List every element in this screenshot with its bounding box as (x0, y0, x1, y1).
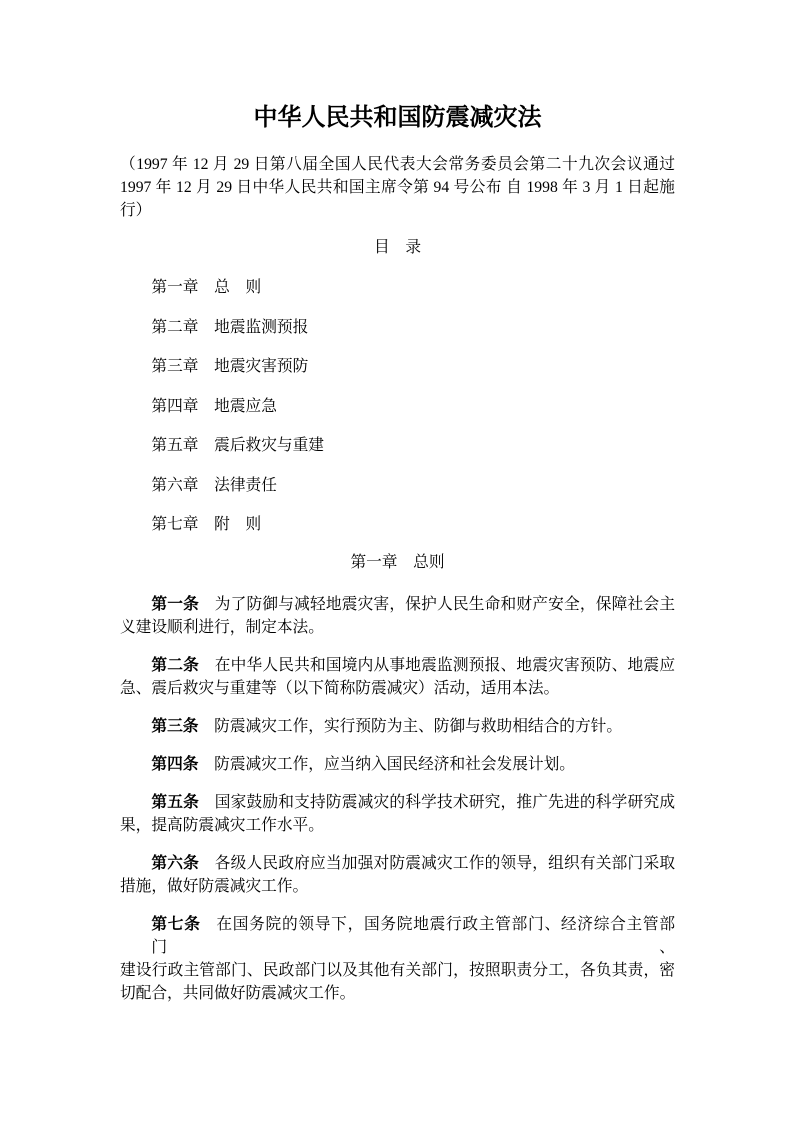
toc-item-2 (120, 316, 675, 339)
toc-item-5 (120, 434, 675, 457)
article-label: 第七条 (151, 916, 201, 933)
toc-chapter-number: 第六章 (151, 476, 199, 494)
article-text: 国家鼓励和支持防震减灾的科学技术研究，推广先进的科学研究成 (214, 794, 676, 811)
toc-chapter-number: 第三章 (151, 358, 199, 375)
toc-chapter-number: 第五章 (151, 437, 199, 454)
table-of-contents (120, 276, 675, 536)
article-label: 第六条 (151, 855, 200, 872)
article-line (120, 593, 675, 616)
toc-chapter-number: 第二章 (151, 318, 199, 336)
toc-chapter-title: 总 则 (214, 279, 262, 296)
article-text: 为了防御与减轻地震灾害，保护人民生命和财产安全，保障社会主 (214, 596, 676, 613)
article-label: 第四条 (151, 756, 199, 773)
article-line (120, 852, 675, 875)
article-text: 防震减灾工作，应当纳入国民经济和社会发展计划。 (214, 756, 575, 773)
article-line (120, 753, 675, 776)
toc-chapter-number: 第七章 (151, 516, 199, 533)
toc-item-7 (120, 513, 675, 536)
article-7 (120, 913, 675, 1005)
article-line: 切配合，共同做好防震减灾工作。 (120, 985, 356, 1002)
article-text: 防震减灾工作，实行预防为主、防御与救助相结合的方针。 (214, 718, 623, 735)
toc-heading: 目 录 (373, 239, 422, 256)
article-line (120, 791, 675, 814)
toc-chapter-title: 法律责任 (214, 476, 277, 494)
article-line (120, 715, 675, 738)
article-5 (120, 791, 675, 837)
article-6 (120, 852, 675, 898)
toc-item-4 (120, 395, 675, 418)
toc-chapter-number: 第一章 (151, 279, 199, 296)
toc-chapter-title: 地震应急 (214, 397, 277, 415)
article-4 (120, 753, 675, 776)
article-line: 建设行政主管部门、民政部门以及其他有关部门，按照职责分工，各负其责，密 (120, 962, 675, 979)
article-text: 各级人民政府应当加强对防震减灾工作的领导，组织有关部门采取 (214, 855, 676, 872)
article-2 (120, 654, 675, 700)
article-text: 在国务院的领导下，国务院地震行政主管部门、经济综合主管部门、 (151, 916, 676, 956)
article-1 (120, 593, 675, 639)
chapter-heading: 第一章 总则 (350, 554, 445, 571)
toc-chapter-title: 地震监测预报 (214, 318, 309, 336)
article-label: 第一条 (151, 596, 200, 613)
toc-chapter-number: 第四章 (151, 397, 199, 415)
article-label: 第二条 (151, 657, 200, 674)
article-text: 在中华人民共和国境内从事地震监测预报、地震灾害预防、地震应 (214, 657, 676, 674)
document-body (120, 103, 675, 1005)
preamble-line: 行） (120, 202, 152, 219)
article-line: 果，提高防震减灾工作水平。 (120, 817, 324, 834)
document-title: 中华人民共和国防震减灾法 (253, 105, 542, 131)
toc-item-3 (120, 355, 675, 378)
article-3 (120, 715, 675, 738)
article-line: 急、震后救灾与重建等（以下简称防震减灾）活动，适用本法。 (120, 680, 560, 697)
article-line (120, 913, 675, 959)
article-line (120, 654, 675, 677)
toc-item-6 (120, 474, 675, 497)
toc-item-1 (120, 276, 675, 299)
article-line: 措施，做好防震减灾工作。 (120, 878, 309, 895)
article-label: 第三条 (151, 718, 199, 735)
toc-chapter-title: 附 则 (214, 516, 262, 533)
article-line: 义建设顺利进行，制定本法。 (120, 619, 324, 636)
preamble-line: （1997 年 12 月 29 日第八届全国人民代表大会常务委员会第二十九次会议通过 (120, 156, 675, 173)
article-label: 第五条 (151, 794, 200, 811)
preamble (120, 153, 675, 222)
toc-chapter-title: 地震灾害预防 (214, 358, 309, 375)
toc-chapter-title: 震后救灾与重建 (214, 437, 324, 454)
preamble-line: 1997 年 12 月 29 日中华人民共和国主席令第 94 号公布 自 1998 年 3 月 1 日起施 (120, 179, 675, 196)
